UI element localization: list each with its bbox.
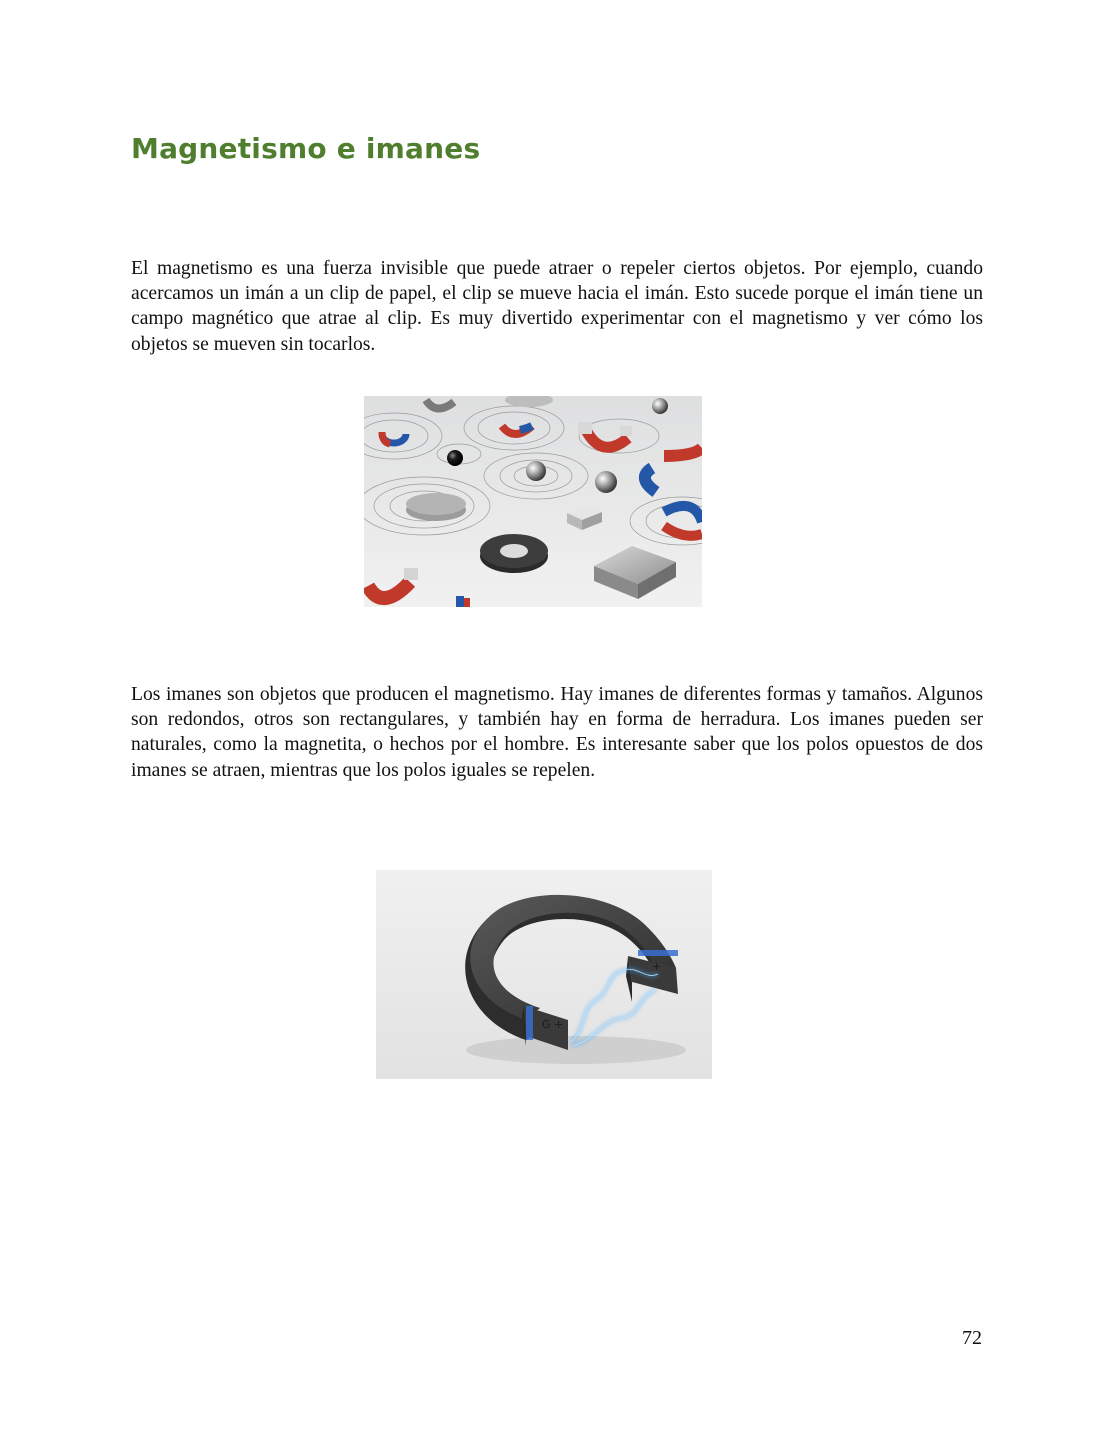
magnets-collection-image [364,396,702,607]
horseshoe-magnet-image [376,870,712,1079]
paragraph-magnetismo: El magnetismo es una fuerza invisible que puede atraer o repeler ciertos objetos. Por ejemplo, cuando acercamos un imán a un clip de papel, el clip se mueve hacia el imán. Esto sucede porque el imán tiene un campo magnético que atrae al clip. Es muy divertido experimentar con el magnetismo y ver cómo los objetos se mueven sin tocarlos. [131,258,983,355]
magnets-collection-illustration [364,396,702,607]
svg-text:+: + [652,960,662,973]
horseshoe-magnet-illustration [376,870,712,1079]
page-number: 72 [962,1327,982,1349]
page-title: Magnetismo e imanes [131,132,481,165]
svg-text:G +: G + [542,1018,564,1031]
paragraph-imanes: Los imanes son objetos que producen el magnetismo. Hay imanes de diferentes formas y tamaños. Algunos son redondos, otros son rectangulares, y también hay en forma de herradura. Los imanes pueden ser naturales, como la magnetita, o hechos por el hombre. Es interesante saber que los polos opuestos de dos imanes se atraen, mientras que los polos iguales se repelen. [131,684,983,781]
